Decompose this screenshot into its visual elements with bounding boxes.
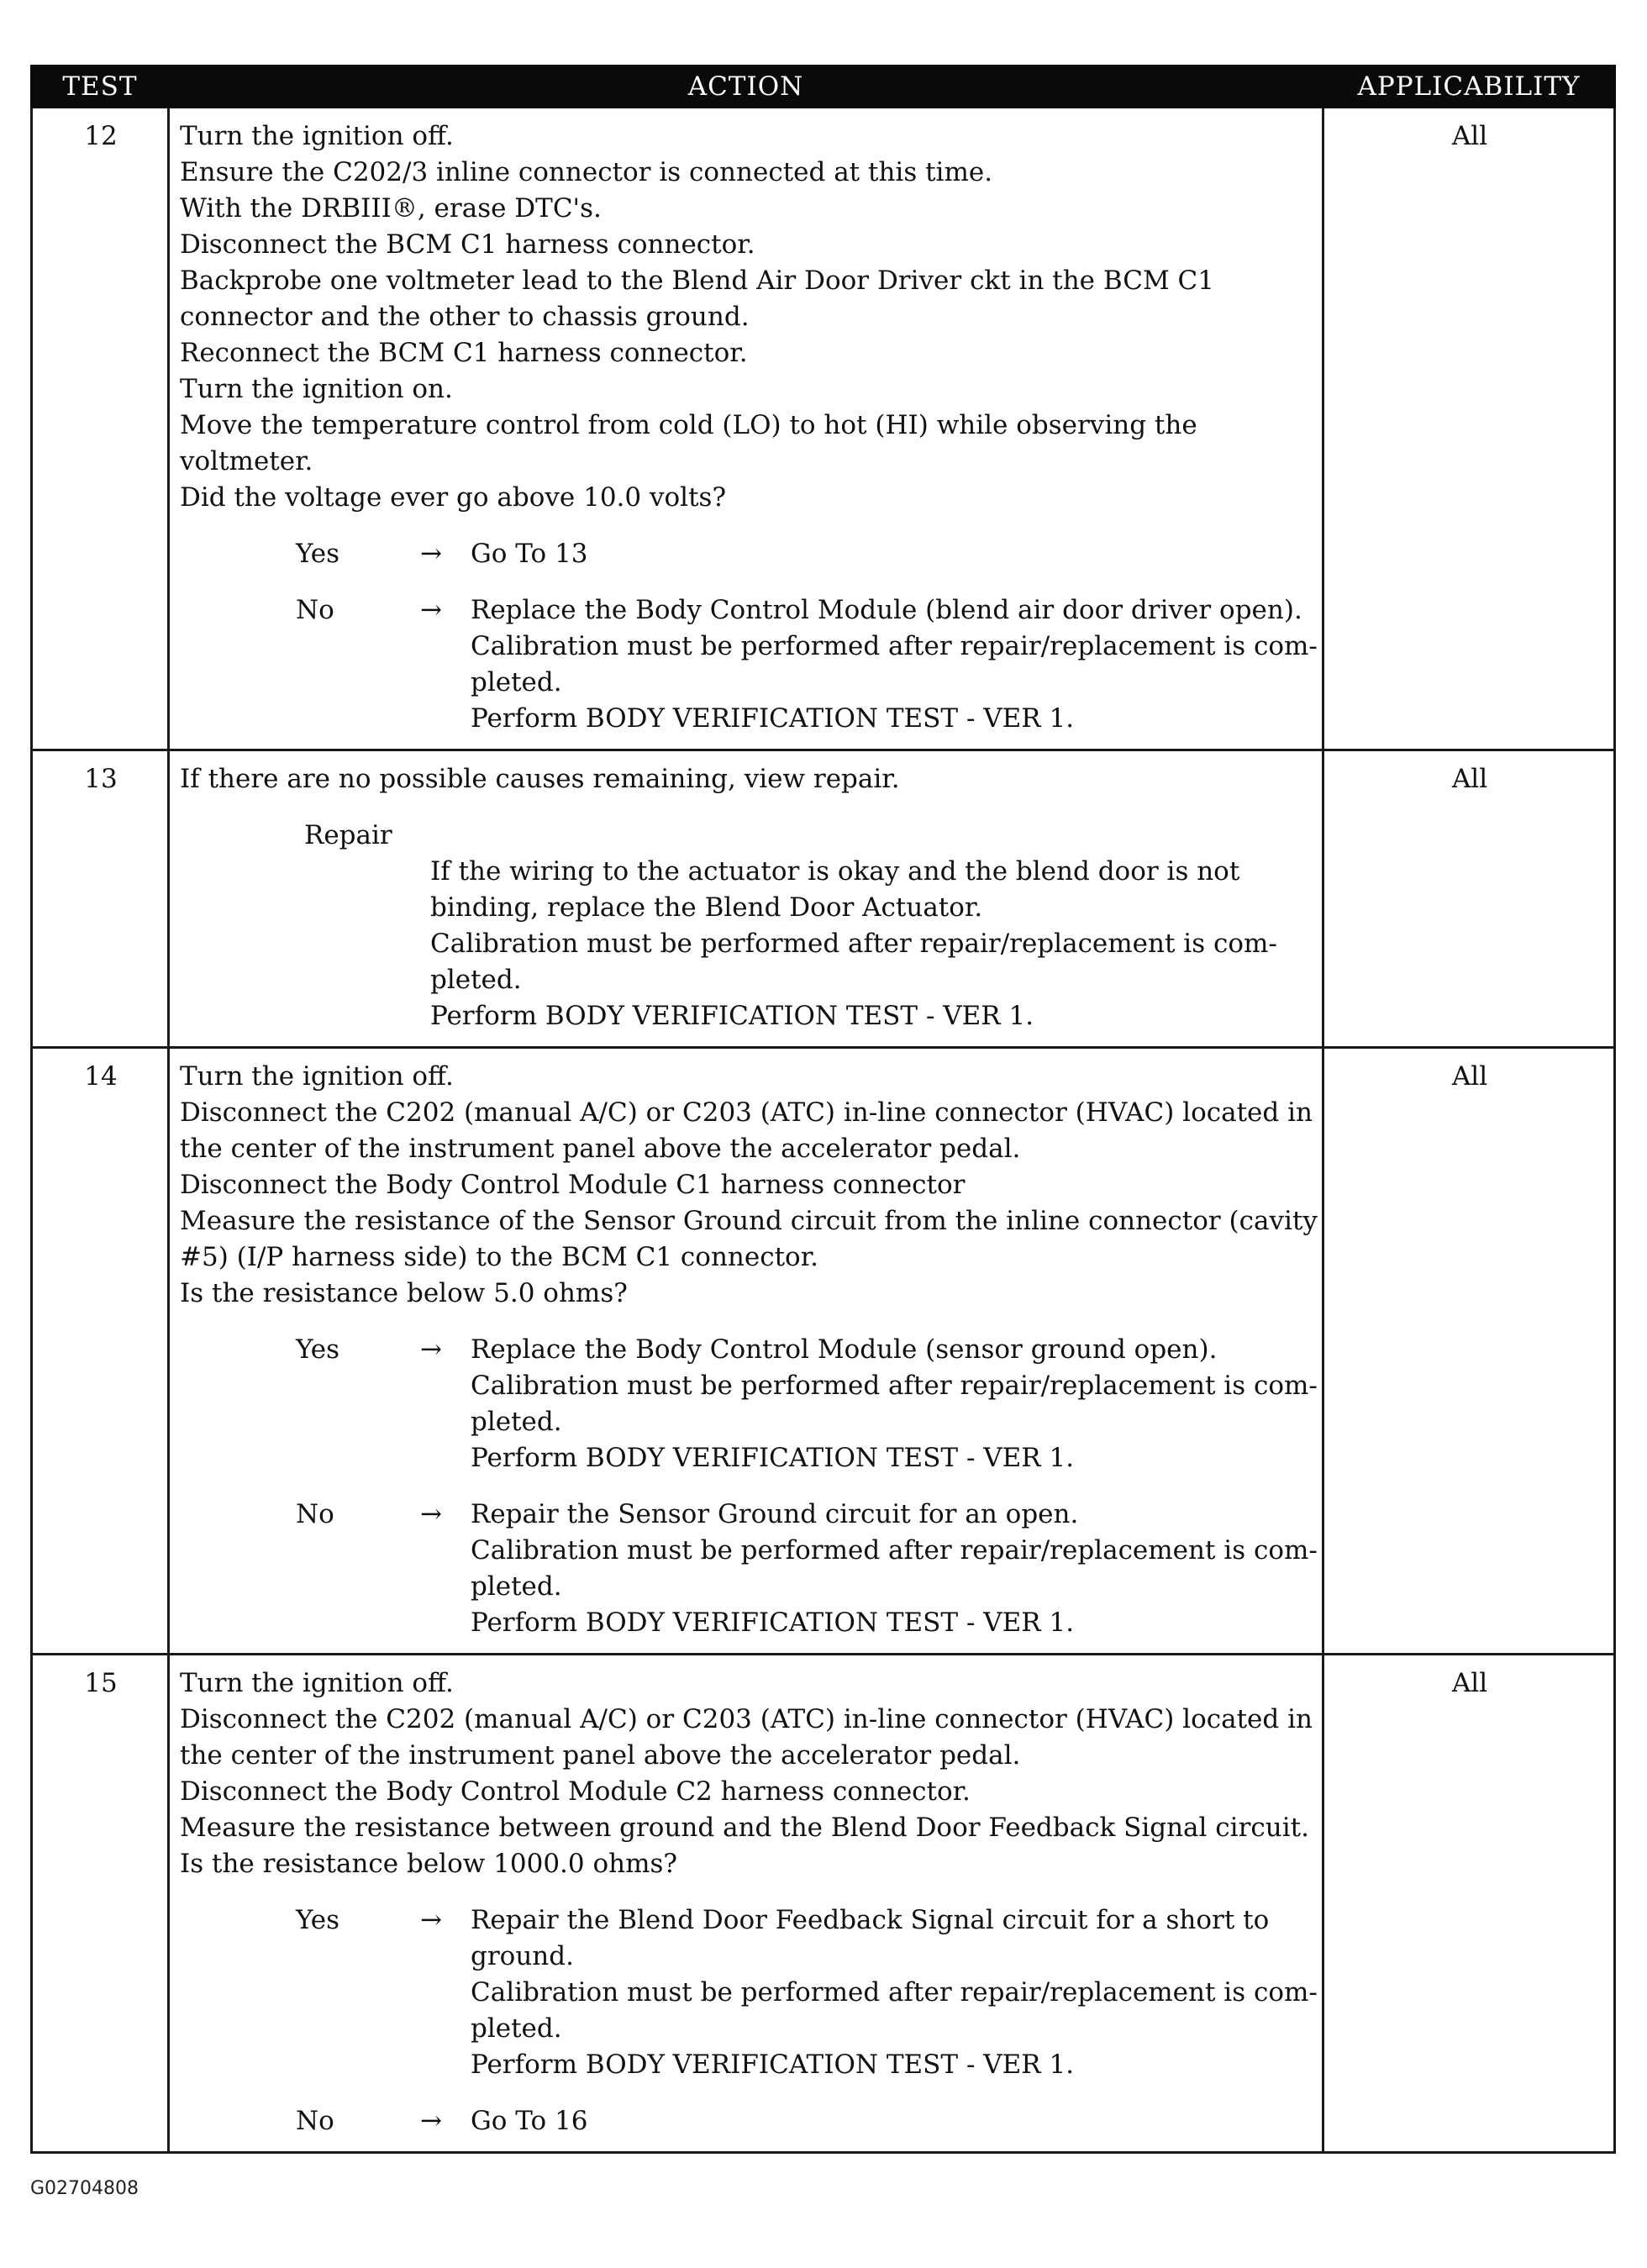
- instruction-line: Did the voltage ever go above 10.0 volts?: [180, 482, 727, 513]
- instruction-line: Turn the ignition on.: [180, 374, 453, 404]
- test-number: 12: [32, 108, 169, 750]
- repair-line: pleted.: [430, 965, 522, 995]
- no-outcome: [180, 1497, 1318, 1641]
- no-outcome: [180, 2103, 1313, 2139]
- instruction-line: Turn the ignition off.: [180, 1668, 454, 1698]
- instruction-line: Backprobe one voltmeter lead to the Blend Air Door Driver ckt in the BCM C1: [180, 266, 1214, 296]
- action-cell: [169, 1655, 1323, 2153]
- instruction-line: Disconnect the BCM C1 harness connector.: [180, 229, 755, 260]
- instruction-line: Move the temperature control from cold (LO) to hot (HI) while observing the: [180, 410, 1197, 440]
- instruction-line: Is the resistance below 1000.0 ohms?: [180, 1849, 678, 1879]
- result-line: Go To 16: [471, 2106, 588, 2136]
- result-line: Perform BODY VERIFICATION TEST - VER 1.: [471, 1443, 1075, 1473]
- yes-result: [471, 536, 1313, 572]
- instruction-line: #5) (I/P harness side) to the BCM C1 connector.: [180, 1242, 818, 1272]
- instruction-line: the center of the instrument panel above the accelerator pedal.: [180, 1740, 1021, 1771]
- no-label: No: [296, 1499, 334, 1529]
- header-test: TEST: [32, 66, 169, 108]
- instruction-line: With the DRBIII®, erase DTC's.: [180, 193, 602, 224]
- result-line: Perform BODY VERIFICATION TEST - VER 1.: [471, 703, 1075, 734]
- result-line: Replace the Body Control Module (sensor ground open).: [471, 1334, 1218, 1365]
- arrow-icon: →: [420, 539, 442, 569]
- yes-label: Yes: [296, 539, 340, 569]
- instruction-line: Reconnect the BCM C1 harness connector.: [180, 338, 748, 368]
- table-row: [32, 1655, 1615, 2153]
- repair-line: Calibration must be performed after repair/replacement is com-: [430, 929, 1277, 959]
- test-number: 14: [32, 1048, 169, 1655]
- result-line: ground.: [471, 1941, 574, 1971]
- applicability-cell: All: [1323, 1655, 1615, 2153]
- yes-result: [471, 1902, 1318, 2083]
- yes-result: [471, 1332, 1318, 1476]
- result-line: Go To 13: [471, 539, 588, 569]
- instruction-line: If there are no possible causes remaining, view repair.: [180, 764, 900, 794]
- arrow-icon: →: [420, 1905, 442, 1935]
- result-line: Calibration must be performed after repair/replacement is com-: [471, 1535, 1318, 1565]
- result-line: Calibration must be performed after repair/replacement is com-: [471, 1977, 1318, 2008]
- action-cell: [169, 1048, 1323, 1655]
- no-label: No: [296, 2106, 334, 2136]
- repair-body: [180, 854, 1313, 1034]
- instruction-line: Turn the ignition off.: [180, 1061, 454, 1092]
- result-line: Calibration must be performed after repair/replacement is com-: [471, 631, 1318, 661]
- instruction-line: Measure the resistance between ground and the Blend Door Feedback Signal circuit.: [180, 1813, 1309, 1843]
- table-row: [32, 750, 1615, 1048]
- applicability-cell: All: [1323, 750, 1615, 1048]
- table-row: [32, 1048, 1615, 1655]
- test-number: 13: [32, 750, 169, 1048]
- arrow-icon: →: [420, 1334, 442, 1365]
- arrow-icon: →: [420, 1499, 442, 1529]
- repair-label: Repair: [304, 820, 392, 850]
- figure-code: G02704808: [30, 2178, 139, 2199]
- diagnostic-table: [30, 65, 1616, 2154]
- result-line: Repair the Sensor Ground circuit for an open.: [471, 1499, 1079, 1529]
- yes-outcome: [180, 1902, 1318, 2083]
- yes-label: Yes: [296, 1334, 340, 1365]
- instruction-line: Disconnect the C202 (manual A/C) or C203 (ATC) in-line connector (HVAC) located in: [180, 1704, 1313, 1734]
- action-cell: [169, 108, 1323, 750]
- yes-label: Yes: [296, 1905, 340, 1935]
- instruction-line: Measure the resistance of the Sensor Ground circuit from the inline connector (cavity: [180, 1206, 1318, 1236]
- arrow-icon: →: [420, 2106, 442, 2136]
- no-label: No: [296, 595, 334, 625]
- result-line: Perform BODY VERIFICATION TEST - VER 1.: [471, 2050, 1075, 2080]
- action-cell: [169, 750, 1323, 1048]
- table-header-row: [32, 66, 1615, 108]
- instruction-line: Turn the ignition off.: [180, 121, 454, 151]
- result-line: pleted.: [471, 1571, 562, 1602]
- header-applicability: APPLICABILITY: [1323, 66, 1615, 108]
- yes-outcome: [180, 536, 1313, 572]
- result-line: Calibration must be performed after repair/replacement is com-: [471, 1371, 1318, 1401]
- table-row: [32, 108, 1615, 750]
- no-result: [471, 2103, 1313, 2139]
- result-line: pleted.: [471, 2013, 562, 2044]
- no-outcome: [180, 592, 1318, 737]
- repair-line: binding, replace the Blend Door Actuator.: [430, 892, 983, 923]
- no-result: [471, 592, 1318, 737]
- result-line: Perform BODY VERIFICATION TEST - VER 1.: [471, 1608, 1075, 1638]
- instruction-line: Disconnect the C202 (manual A/C) or C203 (ATC) in-line connector (HVAC) located in: [180, 1097, 1313, 1128]
- header-action: ACTION: [169, 66, 1323, 108]
- repair-line: If the wiring to the actuator is okay and the blend door is not: [430, 856, 1240, 887]
- applicability-cell: All: [1323, 1048, 1615, 1655]
- instruction-line: voltmeter.: [180, 446, 313, 476]
- instruction-line: the center of the instrument panel above the accelerator pedal.: [180, 1134, 1021, 1164]
- result-line: pleted.: [471, 1407, 562, 1437]
- instruction-line: Disconnect the Body Control Module C2 harness connector.: [180, 1776, 971, 1807]
- instruction-line: Ensure the C202/3 inline connector is connected at this time.: [180, 157, 993, 187]
- arrow-icon: →: [420, 595, 442, 625]
- result-line: Replace the Body Control Module (blend air door driver open).: [471, 595, 1302, 625]
- applicability-cell: All: [1323, 108, 1615, 750]
- result-line: Repair the Blend Door Feedback Signal circuit for a short to: [471, 1905, 1270, 1935]
- result-line: pleted.: [471, 667, 562, 697]
- test-number: 15: [32, 1655, 169, 2153]
- yes-outcome: [180, 1332, 1318, 1476]
- repair-line: Perform BODY VERIFICATION TEST - VER 1.: [430, 1001, 1034, 1031]
- instruction-line: Is the resistance below 5.0 ohms?: [180, 1278, 628, 1308]
- instruction-line: Disconnect the Body Control Module C1 harness connector: [180, 1170, 966, 1200]
- instruction-line: connector and the other to chassis ground.: [180, 302, 750, 332]
- no-result: [471, 1497, 1318, 1641]
